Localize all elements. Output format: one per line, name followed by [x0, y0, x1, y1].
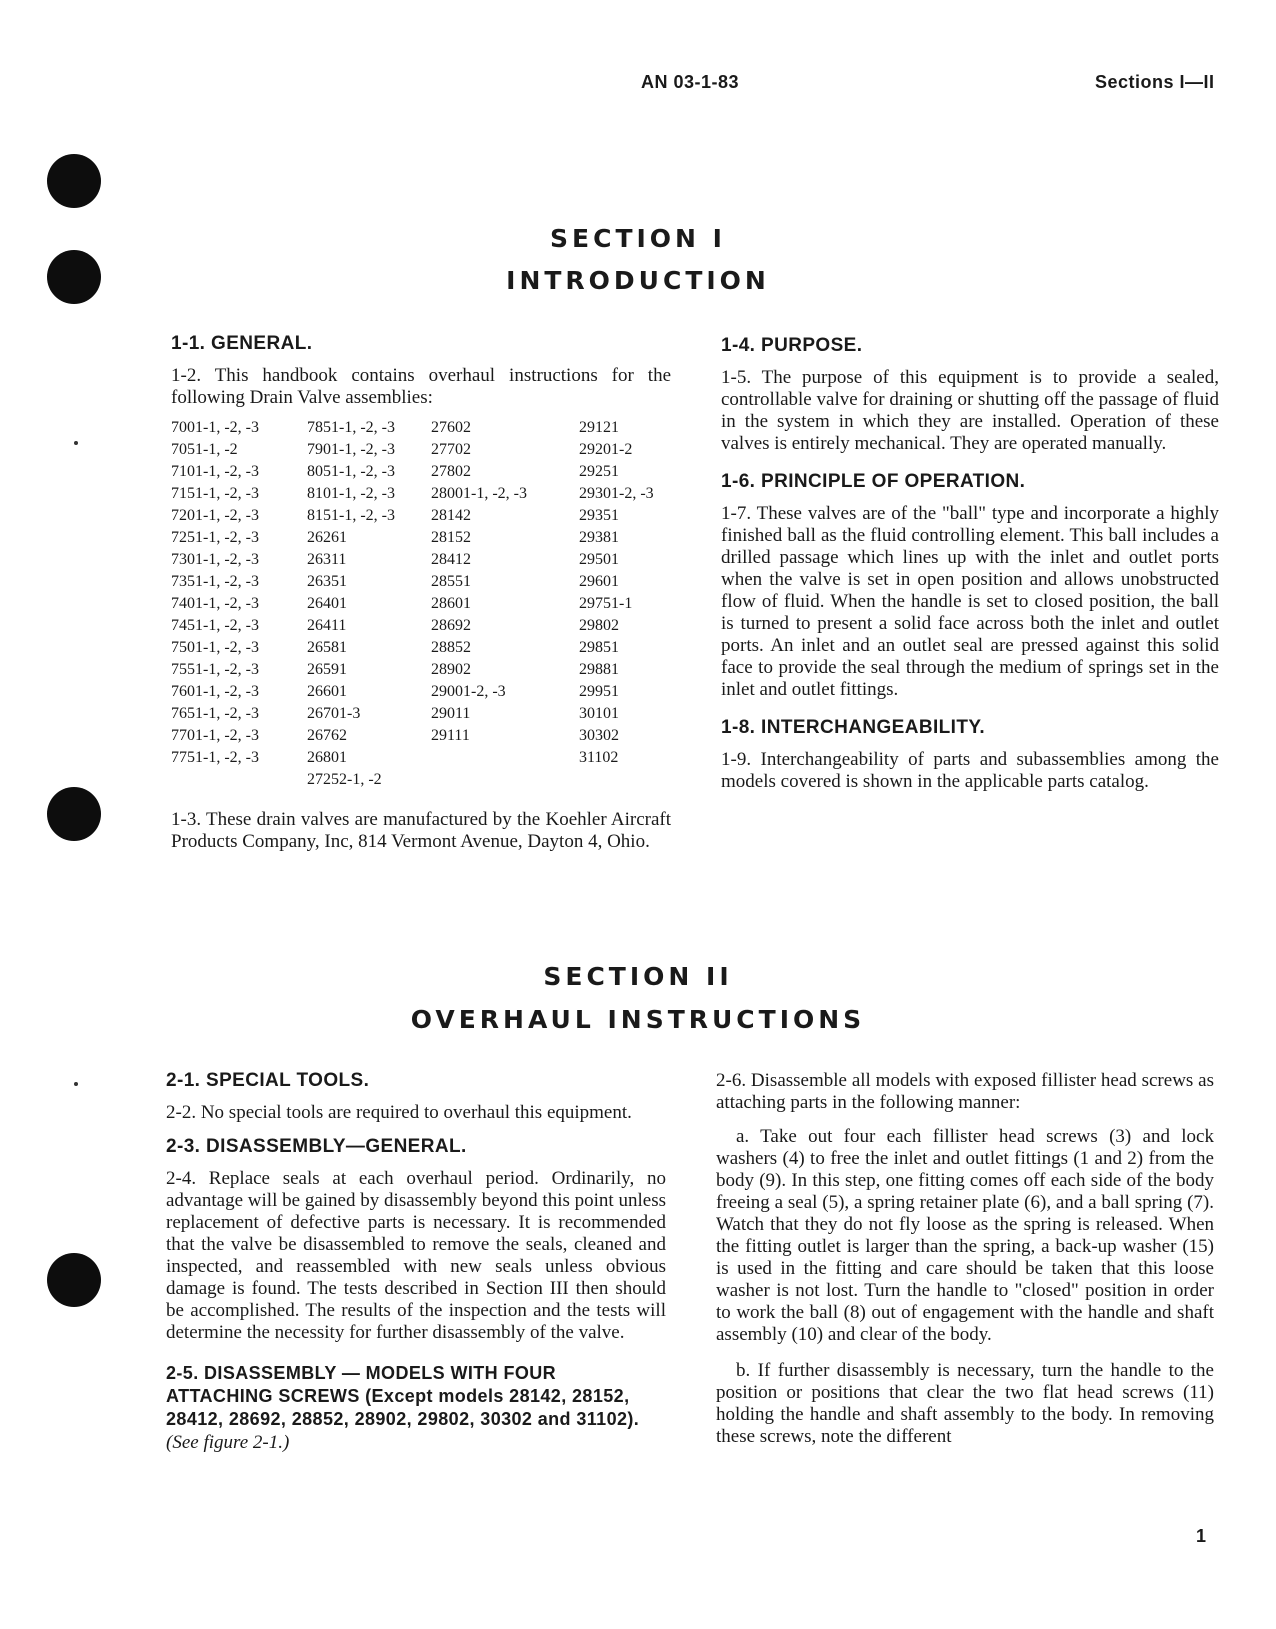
model-cell: 26581 [307, 639, 347, 656]
model-cell: 29501 [579, 551, 619, 568]
binder-hole [47, 787, 101, 841]
speck [74, 1082, 78, 1086]
model-cell: 29751-1 [579, 595, 633, 612]
section-1-title: SECTION I [550, 224, 726, 253]
model-cell: 29601 [579, 573, 619, 590]
model-cell: 7251-1, -2, -3 [171, 529, 259, 546]
table-row [171, 527, 671, 549]
figure-reference: (See figure 2-1.) [166, 1432, 290, 1453]
paragraph-1-2: 1-2. This handbook contains overhaul instructions for the following Drain Valve assemblies: [171, 365, 671, 408]
model-cell: 7851-1, -2, -3 [307, 419, 395, 436]
model-cell: 29951 [579, 683, 619, 700]
table-row [171, 703, 671, 725]
paragraph-2-2: 2-2. No special tools are required to overhaul this equipment. [166, 1102, 632, 1123]
table-row [171, 505, 671, 527]
model-cell: 26601 [307, 683, 347, 700]
model-cell: 27602 [431, 419, 471, 436]
model-cell: 7551-1, -2, -3 [171, 661, 259, 678]
model-cell: 29851 [579, 639, 619, 656]
model-cell: 26701-3 [307, 705, 361, 722]
speck [74, 441, 78, 445]
model-cell: 26591 [307, 661, 347, 678]
model-cell: 7301-1, -2, -3 [171, 551, 259, 568]
model-cell: 8151-1, -2, -3 [307, 507, 395, 524]
heading-principle: 1-6. PRINCIPLE OF OPERATION. [721, 471, 1026, 492]
model-cell [431, 747, 579, 769]
model-cell: 26411 [307, 617, 347, 634]
model-cell: 28692 [431, 617, 471, 634]
table-row [171, 747, 671, 769]
table-row [171, 417, 671, 439]
model-cell: 29001-2, -3 [431, 683, 506, 700]
step-b: b. If further disassembly is necessary, turn the handle to the position or positions that clear the two flat head screws (11) holding the handle and shaft assembly to the body. In removing these screws, note the different [716, 1360, 1214, 1447]
table-row [171, 483, 671, 505]
paragraph-1-5: 1-5. The purpose of this equipment is to provide a sealed, controllable valve for draining or shutting off the passage of fluid in the system in which they are installed. Operation of these valves is entirely mechanical. They are operated manually. [721, 367, 1219, 454]
model-cell: 7701-1, -2, -3 [171, 727, 259, 744]
model-cell: 29011 [431, 705, 471, 722]
model-cell: 29121 [579, 419, 619, 436]
table-row [171, 439, 671, 461]
model-cell: 29301-2, -3 [579, 485, 654, 502]
step-a: a. Take out four each fillister head screws (3) and lock washers (4) to free the inlet and outlet fittings (1 and 2) from the body (9). In this step, one fitting comes off each side of the body freeing a seal (5), a spring retainer plate (6), and a ball spring (7). Watch that they do not fly loose as the spring is released. When the fitting outlet is larger than the spring, a back-up washer (15) is used in the fitting and care should be taken that this loose washer is not lost. Turn the handle to "closed" position in order to work the ball (8) out of engagement with the handle and shaft assembly (10) and clear of the body. [716, 1126, 1214, 1345]
model-cell: 29251 [579, 463, 619, 480]
model-cell: 26311 [307, 551, 347, 568]
model-cell: 7101-1, -2, -3 [171, 463, 259, 480]
models-table [171, 417, 671, 791]
model-cell: 7651-1, -2, -3 [171, 705, 259, 722]
table-row [171, 571, 671, 593]
model-cell: 30101 [579, 705, 619, 722]
heading-purpose: 1-4. PURPOSE. [721, 335, 863, 356]
model-cell: 29802 [579, 617, 619, 634]
section-2-title: SECTION II [543, 962, 733, 991]
section-1-right-column [721, 333, 1219, 793]
table-row [171, 769, 671, 791]
model-cell: 30302 [579, 727, 619, 744]
doc-number: AN 03-1-83 [641, 72, 740, 92]
paragraph-1-3: 1-3. These drain valves are manufactured by the Koehler Aircraft Products Company, Inc, 814 Vermont Avenue, Dayton 4, Ohio. [171, 809, 671, 852]
paragraph-2-4: 2-4. Replace seals at each overhaul period. Ordinarily, no advantage will be gained by disassembly beyond this point unless replacement of defective parts is necessary. It is recommended that the valve be disassembled to remove the seals, cleaned and inspected, and reassembled with new seals unless obvious damage is found. The tests described in Section III then should be accomplished. The results of the inspection and the tests will determine the necessity for further disassembly of the valve. [166, 1168, 666, 1343]
model-cell: 27802 [431, 463, 471, 480]
model-cell: 28551 [431, 573, 471, 590]
model-cell: 7001-1, -2, -3 [171, 419, 259, 436]
model-cell: 7601-1, -2, -3 [171, 683, 259, 700]
model-cell: 27702 [431, 441, 471, 458]
model-cell: 26801 [307, 749, 347, 766]
heading-disassembly-general: 2-3. DISASSEMBLY—GENERAL. [166, 1136, 467, 1157]
model-cell: 7201-1, -2, -3 [171, 507, 259, 524]
model-cell: 26261 [307, 529, 347, 546]
model-cell: 8051-1, -2, -3 [307, 463, 395, 480]
model-cell: 28902 [431, 661, 471, 678]
model-cell: 28001-1, -2, -3 [431, 485, 527, 502]
table-row [171, 593, 671, 615]
model-cell: 7151-1, -2, -3 [171, 485, 259, 502]
model-cell: 29201-2 [579, 441, 633, 458]
paragraph-1-7: 1-7. These valves are of the "ball" type and incorporate a highly finished ball as the fluid controlling element. This ball includes a drilled passage which lines up with the inlet and outlet ports when the valve is set in open position and allows unobstructed flow of fluid. When the handle is set to closed position, the ball is turned to present a solid face across both the inlet and outlet ports. An inlet and an outlet seal are pressed against this solid face to provide the seal through the medium of springs set in the inlet and outlet fittings. [721, 503, 1219, 700]
model-cell: 7751-1, -2, -3 [171, 749, 259, 766]
model-cell: 26762 [307, 727, 347, 744]
table-row [171, 681, 671, 703]
heading-general: 1-1. GENERAL. [171, 333, 313, 354]
model-cell: 29351 [579, 507, 619, 524]
model-cell: 28152 [431, 529, 471, 546]
model-cell: 29381 [579, 529, 619, 546]
model-cell: 7351-1, -2, -3 [171, 573, 259, 590]
model-cell: 28601 [431, 595, 471, 612]
binder-hole [47, 1253, 101, 1307]
section-2-subtitle: OVERHAUL INSTRUCTIONS [410, 1005, 866, 1034]
model-cell [171, 769, 307, 791]
section-2-right-column [716, 1070, 1214, 1448]
model-cell: 7051-1, -2 [171, 441, 238, 458]
page-number: 1 [1196, 1526, 1207, 1546]
model-cell: 28852 [431, 639, 471, 656]
heading-2-5 [166, 1362, 666, 1454]
model-cell: 31102 [579, 749, 619, 766]
table-row [171, 615, 671, 637]
model-cell: 28412 [431, 551, 471, 568]
heading-special-tools: 2-1. SPECIAL TOOLS. [166, 1070, 370, 1091]
model-cell: 28142 [431, 507, 471, 524]
table-row [171, 725, 671, 747]
heading-2-5-text: 2-5. DISASSEMBLY — MODELS WITH FOUR ATTACHING SCREWS (Except models 28142, 28152, 28412, 28692, 28852, 28902, 29802, 30302 and 31102). [166, 1363, 640, 1429]
model-cell: 26401 [307, 595, 347, 612]
table-row [171, 659, 671, 681]
paragraph-1-9: 1-9. Interchangeability of parts and subassemblies among the models covered is shown in the applicable parts catalog. [721, 749, 1219, 792]
model-cell: 7401-1, -2, -3 [171, 595, 259, 612]
model-cell: 7451-1, -2, -3 [171, 617, 259, 634]
model-cell: 26351 [307, 573, 347, 590]
table-row [171, 549, 671, 571]
paragraph-2-6: 2-6. Disassemble all models with exposed fillister head screws as attaching parts in the following manner: [716, 1070, 1214, 1113]
binder-hole [47, 154, 101, 208]
model-cell: 29111 [431, 727, 470, 744]
section-1-left-column [171, 333, 671, 853]
section-range: Sections I—II [1095, 72, 1215, 92]
model-cell [579, 769, 671, 791]
model-cell: 8101-1, -2, -3 [307, 485, 395, 502]
table-row [171, 637, 671, 659]
table-row [171, 461, 671, 483]
model-cell: 7901-1, -2, -3 [307, 441, 395, 458]
section-1-subtitle: INTRODUCTION [506, 266, 770, 295]
model-cell [431, 769, 579, 791]
model-cell: 29881 [579, 661, 619, 678]
model-cell: 27252-1, -2 [307, 771, 382, 788]
model-cell: 7501-1, -2, -3 [171, 639, 259, 656]
section-2-left-column [166, 1070, 666, 1454]
heading-interchangeability: 1-8. INTERCHANGEABILITY. [721, 717, 986, 738]
